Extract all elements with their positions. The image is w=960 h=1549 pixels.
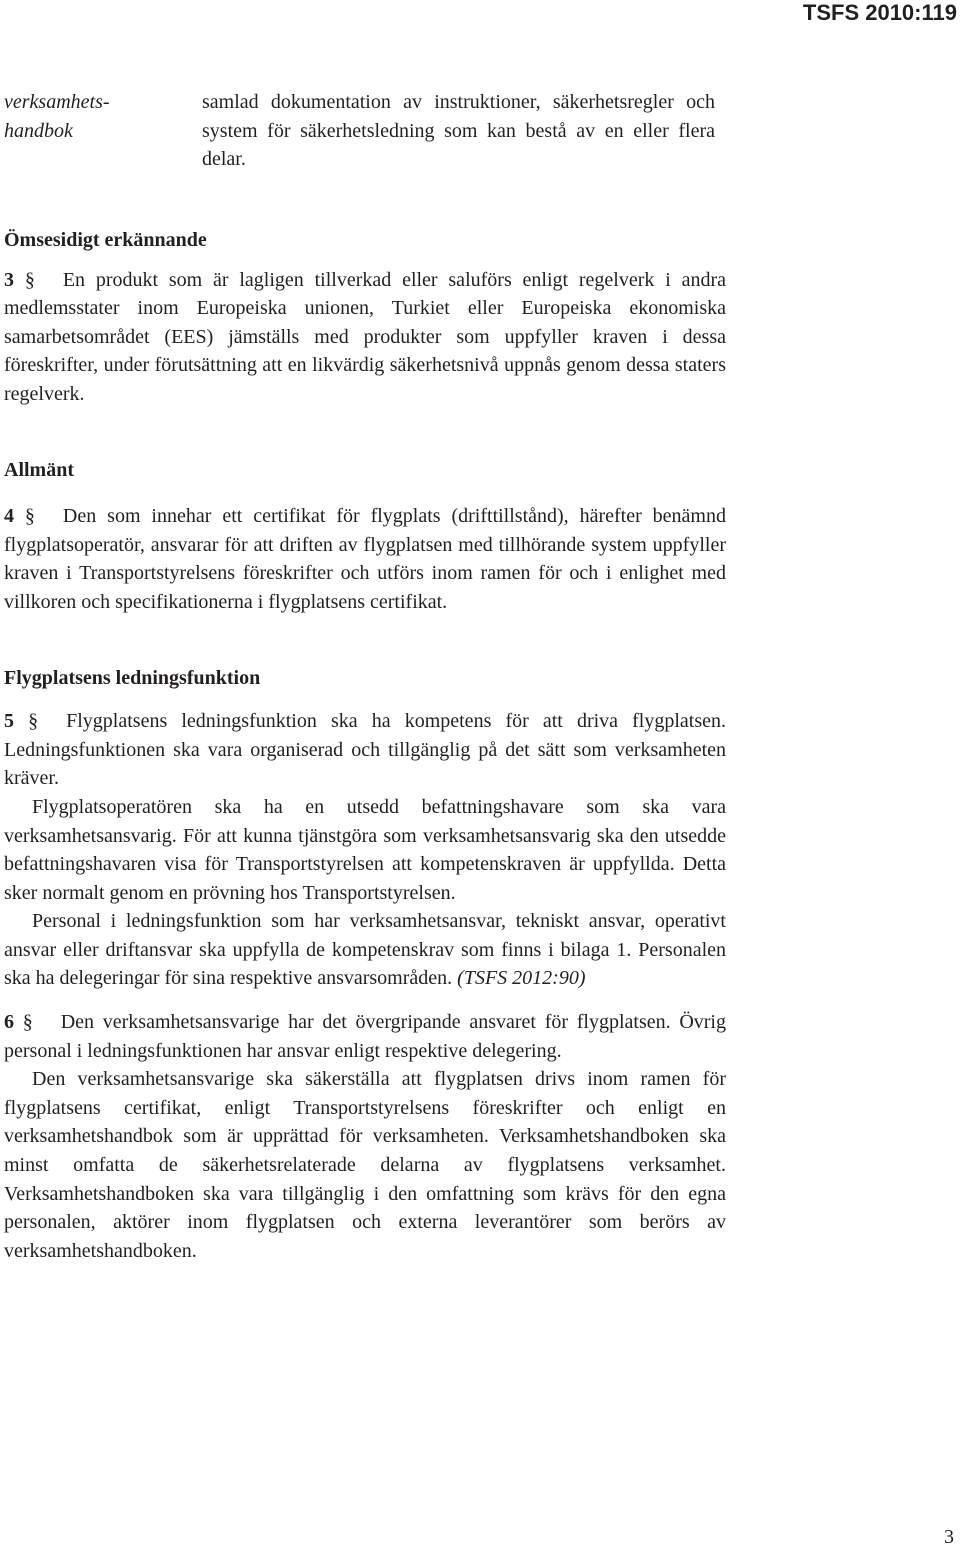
section-5-paragraph xyxy=(4,707,726,793)
page-content xyxy=(4,88,726,1265)
definition-term-line2: handbok xyxy=(4,119,73,142)
section-3-paragraph xyxy=(4,266,726,409)
section-6-number: 6 xyxy=(4,1011,14,1034)
section-4-text: Den som innehar ett certifikat för flygplats (drifttillstånd), härefter benämnd flygplatsoperatör, ansvarar för att driften av flygplatsen med tillhörande system uppfyller kraven i Transportstyrelsens föreskrifter och utförs inom ramen för och i enlighet med villkoren och specifikationerna i flygplatsens certifikat. xyxy=(4,505,726,613)
section-5-number: 5 xyxy=(4,710,14,733)
heading-airport-management: Flygplatsens ledningsfunktion xyxy=(4,666,261,689)
section-6-text: Den verksamhetsansvarige har det övergripande ansvaret för flygplatsen. Övrig personal i ledningsfunktionen har ansvar enligt respektive delegering. xyxy=(4,1011,726,1062)
section-5-paragraph-2: Flygplatsoperatören ska ha en utsedd befattningshavare som ska vara verksamhetsansvarig. För att kunna tjänstgöra som verksamhetsansvarig ska den utsedde befattningshavaren visa för Transportstyrelsen att kompetenskraven är uppfyllda. Detta sker normalt genom en prövning hos Transportstyrelsen. xyxy=(4,795,726,904)
definition-term-line1: verksamhets- xyxy=(4,91,110,113)
section-5-paragraph-3-text: Personal i ledningsfunktion som har verksamhetsansvar, tekniskt ansvar, operativt ansvar eller driftansvar ska uppfylla de kompetenskrav som finns i bilaga 1. Personalen ska ha delegeringar för sina respektive ansvarsområden. xyxy=(4,910,726,990)
definition-entry xyxy=(4,88,726,176)
section-sign-icon: § xyxy=(24,505,35,528)
page-number: 3 xyxy=(944,1526,954,1548)
section-4-paragraph xyxy=(4,502,726,616)
section-6-paragraph xyxy=(4,1008,726,1065)
definition-text: samlad dokumentation av instruktioner, säkerhetsregler och system för säkerhetsledning som kan bestå av en eller flera delar. xyxy=(202,91,715,171)
section-sign-icon: § xyxy=(22,1011,33,1034)
section-5-paragraph-3 xyxy=(4,907,726,993)
section-sign-icon: § xyxy=(24,268,35,291)
heading-mutual-recognition: Ömsesidigt erkännande xyxy=(4,229,207,251)
heading-general: Allmänt xyxy=(4,458,74,481)
section-3-text: En produkt som är lagligen tillverkad eller saluförs enligt regelverk i andra medlemsstater inom Europeiska unionen, Turkiet eller Europeiska ekonomiska samarbetsområdet (EES) jämställs med produkter som uppfyller kraven i dessa föreskrifter, under förutsättning att en likvärdig säkerhetsnivå uppnås genom dessa staters regelverk. xyxy=(4,268,726,405)
section-4-number: 4 xyxy=(4,505,14,528)
section-5-text: Flygplatsens ledningsfunktion ska ha kompetens för att driva flygplatsen. Ledningsfunktionen ska vara organiserad och tillgänglig på det sätt som verksamheten kräver. xyxy=(4,710,727,790)
section-sign-icon: § xyxy=(28,710,39,733)
section-6-paragraph-2: Den verksamhetsansvarige ska säkerställa att flygplatsen drivs inom ramen för flygplatsens certifikat, enligt Transportstyrelsens föreskrifter och enligt en verksamhetshandbok som är upprättad för verksamheten. Verksamhetshandboken ska minst omfatta de säkerhetsrelaterade delarna av flygplatsens verksamhet. Verksamhetshandboken ska vara tillgänglig i den omfattning som krävs för den egna personalen, aktörer inom flygplatsen och externa leverantörer som berörs av verksamhetshandboken. xyxy=(4,1068,726,1262)
definition-term xyxy=(4,88,184,145)
section-3-number: 3 xyxy=(4,268,14,291)
document-id-header: TSFS 2010:119 xyxy=(802,0,957,25)
amendment-reference: (TSFS 2012:90) xyxy=(457,967,586,990)
